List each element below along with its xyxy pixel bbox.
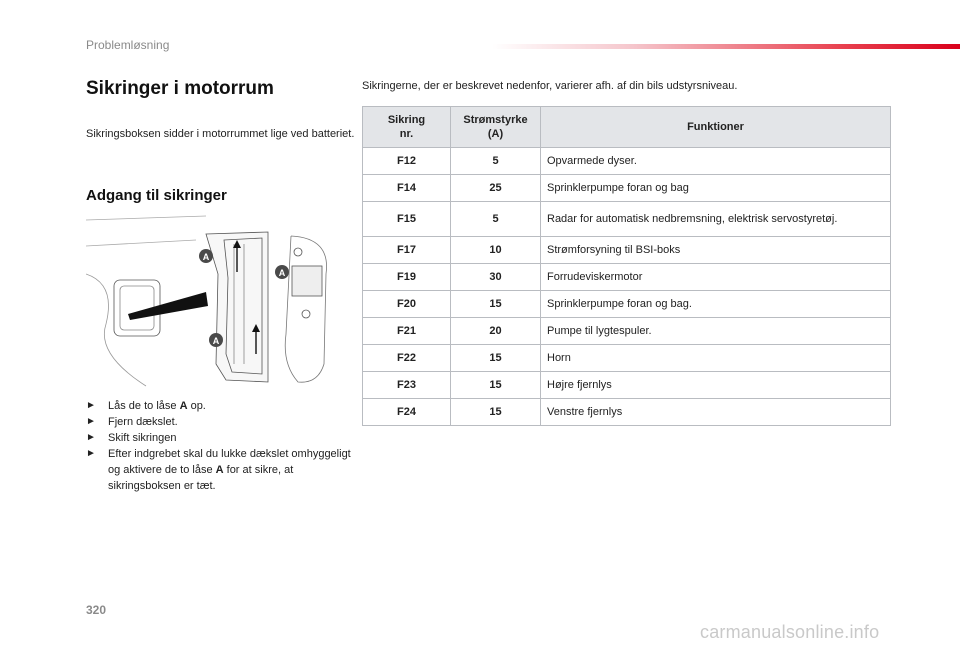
- procedure-steps: [86, 398, 356, 494]
- table-row: F21 20 Pumpe til lygtespuler.: [363, 318, 891, 345]
- lock-a-marker-right: [275, 265, 289, 279]
- bullet-icon: ►: [86, 400, 96, 411]
- lock-a-marker-top: [199, 249, 213, 263]
- section-label: Problemløsning: [86, 38, 170, 52]
- procedure-step: ► Fjern dækslet.: [86, 416, 178, 428]
- svg-text:A: A: [278, 268, 286, 278]
- header-functions: Funktioner: [541, 107, 891, 148]
- page-number: 320: [86, 603, 107, 617]
- header-amperage: Strømstyrke (A): [451, 107, 541, 148]
- table-header-row: [363, 107, 891, 148]
- bullet-icon: ►: [86, 416, 96, 427]
- table-row: F22 15 Horn: [363, 345, 891, 372]
- svg-text:A: A: [202, 252, 210, 262]
- table-row: F17 10 Strømforsyning til BSI-boks: [363, 237, 891, 264]
- table-row: F20 15 Sprinklerpumpe foran og bag.: [363, 291, 891, 318]
- svg-text:A: A: [212, 336, 220, 346]
- table-row: F12 5 Opvarmede dyser.: [363, 148, 891, 175]
- table-row: F24 15 Venstre fjernlys: [363, 399, 891, 426]
- page-title: Sikringer i motorrum: [86, 78, 274, 99]
- header-fuse-number: Sikring nr.: [363, 107, 451, 148]
- lock-a-marker-bottom: [209, 333, 223, 347]
- section-subtitle: Adgang til sikringer: [86, 187, 227, 204]
- fuse-box-drawing: [86, 214, 336, 390]
- procedure-step: ► Efter indgrebet skal du lukke dækslet omhyggeligt og aktivere de to låse A for at sikre, at sikringsboksen er tæt.: [86, 448, 351, 492]
- table-row: F23 15 Højre fjernlys: [363, 372, 891, 399]
- header-accent-bar: [492, 44, 960, 49]
- table-row: F19 30 Forrudeviskermotor: [363, 264, 891, 291]
- intro-text: Sikringsboksen sidder i motorrummet lige ved batteriet.: [86, 128, 355, 140]
- table-row: F14 25 Sprinklerpumpe foran og bag: [363, 175, 891, 202]
- bullet-icon: ►: [86, 448, 96, 459]
- procedure-step: ► Lås de to låse A op.: [86, 400, 206, 412]
- procedure-step: ► Skift sikringen: [86, 432, 177, 444]
- table-intro: Sikringerne, der er beskrevet nedenfor, varierer afh. af din bils udstyrsniveau.: [362, 80, 738, 92]
- bullet-icon: ►: [86, 432, 96, 443]
- table-row: F15 5 Radar for automatisk nedbremsning, elektrisk servostyretøj.: [363, 202, 891, 237]
- fuse-table: [362, 106, 891, 426]
- watermark: carmanualsonline.info: [700, 622, 880, 642]
- fuse-box-illustration: [86, 214, 336, 390]
